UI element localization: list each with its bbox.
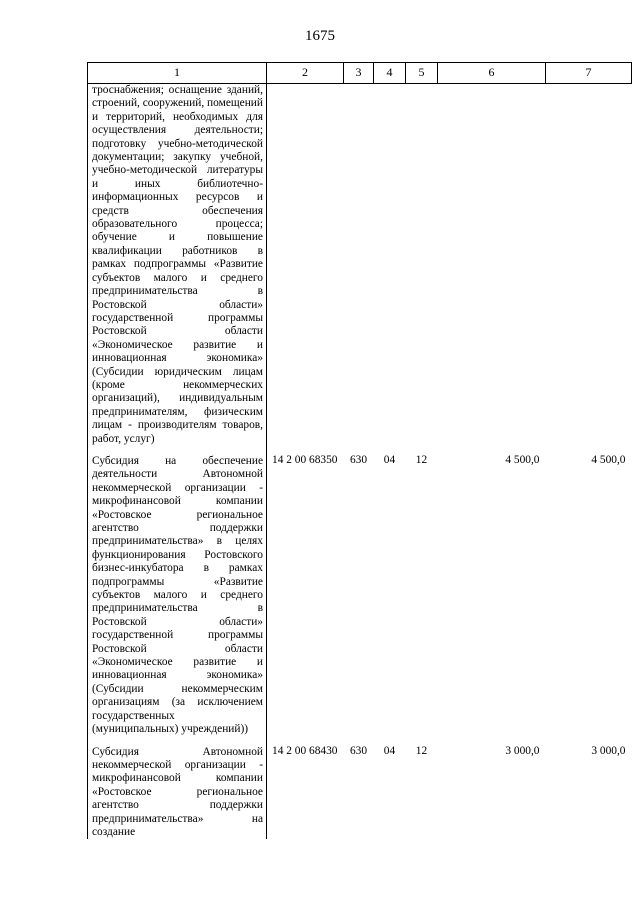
row-description: троснабжения; оснащение зданий, строений, сооружений, помещений и территорий, необходимых для осуществления деятельности; подготовку учебно-методической документации; закупку учебной, учебно-методической литературы и иных библиотечно-информационных ресурсов и средств обеспечения образовательного процесса; обучение и повышение квалификации работников в рамках подпрограммы «Развитие субъектов малого и среднего предпринимательства в Ростовской области» государственной программы Ростовской области «Экономическое развитие и инновационная экономика» (Субсидии юридическим лицам (кроме некоммерческих организаций), индивидуальным предпринимателям, физическим лицам - производителям товаров, работ, услуг) <box>88 84 267 446</box>
row-amount-2: 3 000,0 <box>591 744 626 757</box>
header-row <box>88 63 632 84</box>
header-col-7: 7 <box>546 63 632 84</box>
header-col-5: 5 <box>406 63 438 84</box>
row-amount-1: 3 000,0 <box>505 744 540 757</box>
page-number: 1675 <box>305 28 335 44</box>
row-section <box>374 84 406 446</box>
header-col-2: 2 <box>267 63 344 84</box>
table-row <box>88 737 632 840</box>
row-expense-type: 630 <box>349 453 368 466</box>
row-subsection <box>406 84 438 446</box>
row-section: 04 <box>383 453 396 466</box>
row-amount-1: 4 500,0 <box>505 453 540 466</box>
row-amount-2 <box>546 84 632 446</box>
row-expense-type: 630 <box>349 744 368 757</box>
row-subsection: 12 <box>415 744 428 757</box>
row-target-article: 14 2 00 68430 <box>272 744 338 757</box>
row-target-article: 14 2 00 68350 <box>272 453 338 466</box>
header-col-3: 3 <box>344 63 374 84</box>
row-amount-1 <box>438 84 546 446</box>
row-description: Субсидия Автономной некоммерческой организации - микрофинансовой компании «Ростовское региональное агентство поддержки предпринимательства» на создание <box>88 737 267 840</box>
row-expense-type <box>344 84 374 446</box>
row-section: 04 <box>383 744 396 757</box>
row-amount-2: 4 500,0 <box>591 453 626 466</box>
header-col-6: 6 <box>438 63 546 84</box>
row-target-article <box>267 84 344 446</box>
row-subsection: 12 <box>415 453 428 466</box>
budget-table <box>87 62 632 839</box>
row-description: Субсидия на обеспечение деятельности Автономной некоммерческой организации - микрофинансовой компании «Ростовское региональное агентство поддержки предпринимательства» в целях функционирования Ростовского бизнес-инкубатора в рамках подпрограммы «Развитие субъектов малого и среднего предпринимательства в Ростовской области» государственной программы Ростовской области «Экономическое развитие и инновационная экономика» (Субсидии некоммерческим организациям (за исключением государственных (муниципальных) учреждений)) <box>88 446 267 737</box>
table-row <box>88 446 632 737</box>
header-col-1: 1 <box>88 63 267 84</box>
header-col-4: 4 <box>374 63 406 84</box>
table-row <box>88 84 632 446</box>
